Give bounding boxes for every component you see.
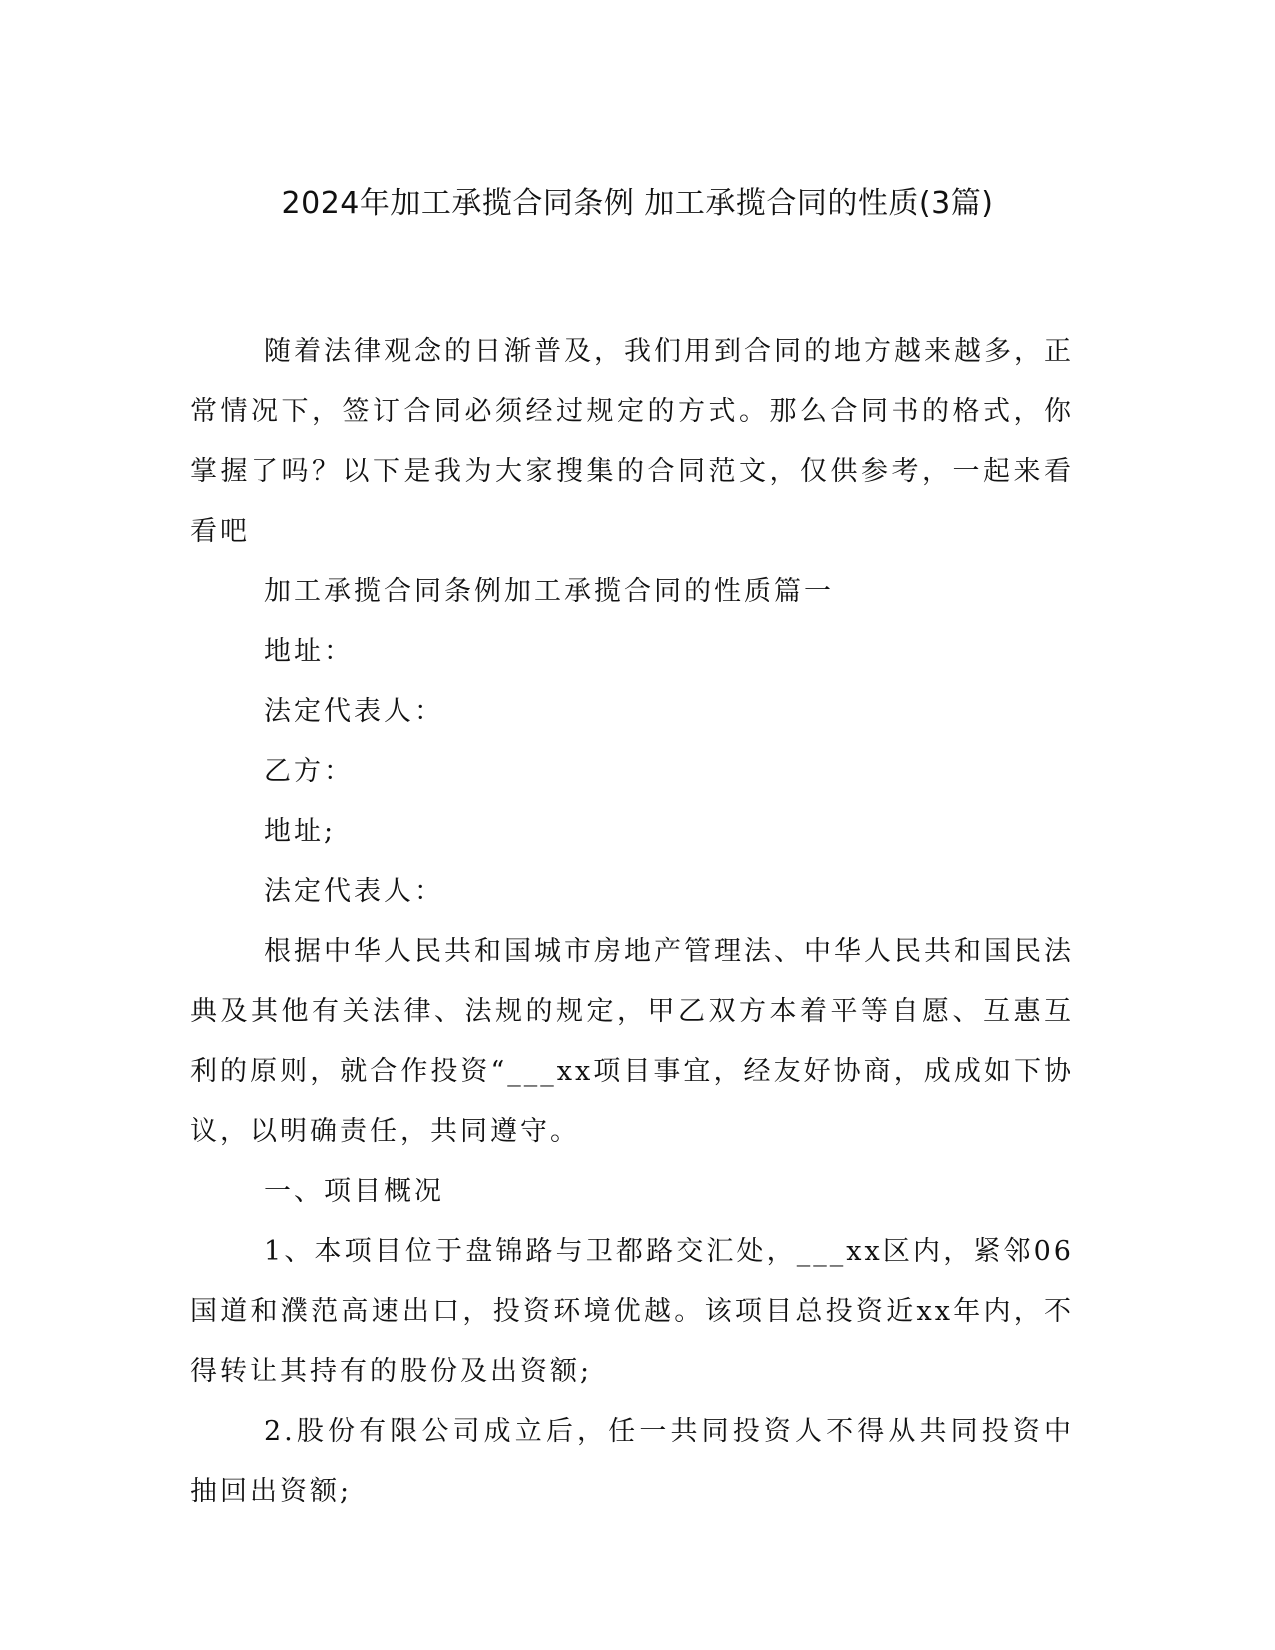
party-a-address-line: 地址：: [264, 636, 354, 667]
clause-1-paragraph: 1、本项目位于盘锦路与卫都路交汇处，___xx区内，紧邻06国道和濮范高速出口，投资环境优越。该项目总投资近xx年内，不得转让其持有的股份及出资额;: [190, 1236, 1074, 1387]
party-a-representative-line: 法定代表人：: [264, 696, 444, 727]
section-heading-part-one: 加工承揽合同条例加工承揽合同的性质篇一: [264, 576, 834, 607]
document-body: [190, 322, 1074, 1522]
intro-paragraph: 随着法律观念的日渐普及，我们用到合同的地方越来越多，正常情况下，签订合同必须经过规定的方式。那么合同书的格式，你掌握了吗？以下是我为大家搜集的合同范文，仅供参考，一起来看看吧: [190, 336, 1074, 547]
document-title: 2024年加工承揽合同条例 加工承揽合同的性质(3篇): [281, 186, 994, 221]
project-overview-heading: 一、项目概况: [264, 1176, 444, 1207]
party-b-representative-line: 法定代表人：: [264, 876, 444, 907]
party-b-address-line: 地址;: [264, 816, 337, 847]
clause-2-paragraph: 2.股份有限公司成立后，任一共同投资人不得从共同投资中抽回出资额;: [190, 1416, 1074, 1507]
party-b-line: 乙方：: [264, 756, 354, 787]
legal-basis-paragraph: 根据中华人民共和国城市房地产管理法、中华人民共和国民法典及其他有关法律、法规的规定，甲乙双方本着平等自愿、互惠互利的原则，就合作投资“___xx项目事宜，经友好协商，成成如下协议，以明确责任，共同遵守。: [190, 936, 1074, 1147]
